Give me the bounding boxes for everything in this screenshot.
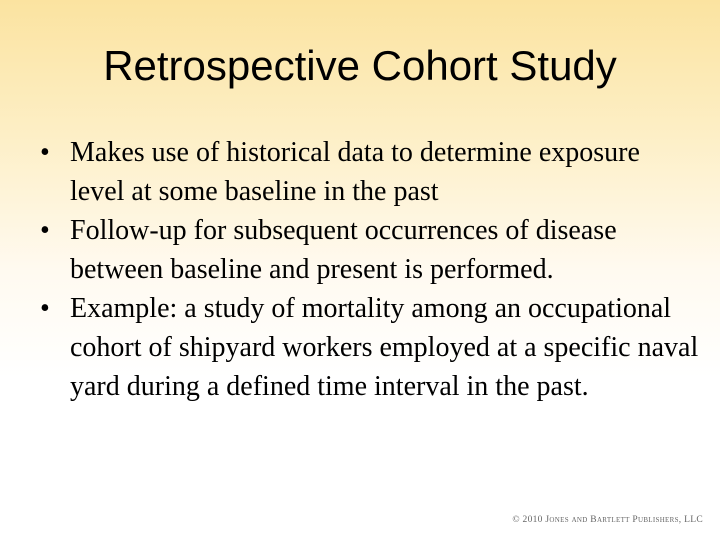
bullet-text: Follow-up for subsequent occurrences of disease between baseline and present is performed.	[70, 215, 617, 285]
bullet-item	[40, 289, 700, 406]
bullet-item	[40, 133, 700, 211]
bullet-list	[40, 133, 700, 406]
bullet-text: Example: a study of mortality among an occupational cohort of shipyard workers employed at a specific naval yard during a defined time interval in the past.	[70, 293, 699, 402]
bullet-icon: •	[40, 137, 50, 168]
bullet-icon: •	[40, 215, 50, 246]
copyright-notice: © 2010 Jones and Bartlett Publishers, LLC	[512, 515, 703, 525]
bullet-icon: •	[40, 293, 50, 324]
bullet-text: Makes use of historical data to determine exposure level at some baseline in the past	[70, 137, 640, 207]
slide-title: Retrospective Cohort Study	[103, 42, 617, 89]
bullet-item	[40, 211, 700, 289]
